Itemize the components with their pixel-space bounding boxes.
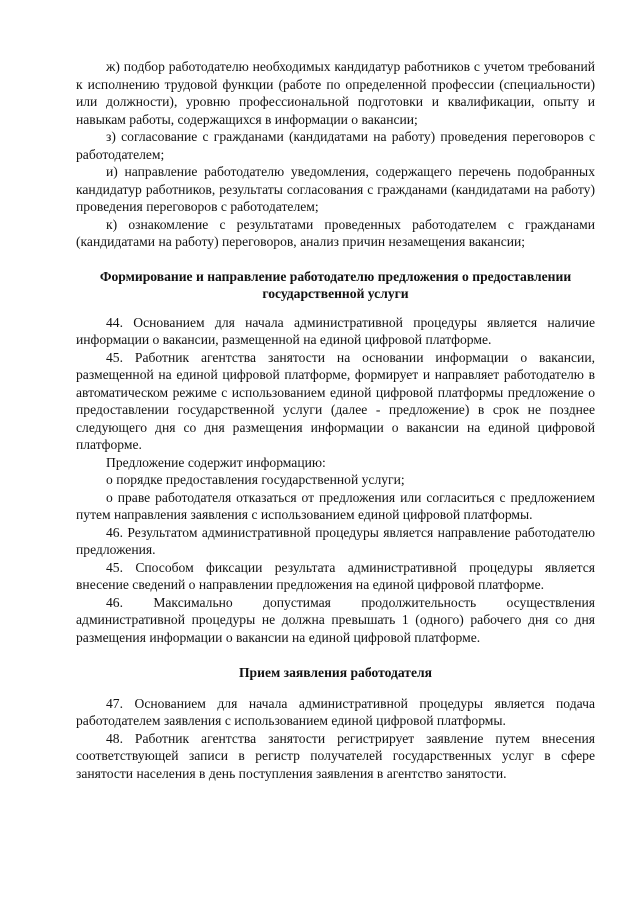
paragraph-i: и) направление работодателю уведомления, содержащего перечень подобранных кандидатур работников, результаты согласования с гражданами (кандидатами на работу) проведения переговоров с работодателем; <box>76 164 595 214</box>
section-heading-proposal: Формирование и направление работодателю предложения о предоставлении государственной услуги <box>99 268 572 301</box>
document-page <box>76 58 595 782</box>
paragraph-44: 44. Основанием для начала административной процедуры является наличие информации о вакансии, размещенной на единой цифровой платформе. <box>76 314 595 347</box>
paragraph-z: з) согласование с гражданами (кандидатами на работу) проведения переговоров с работодателем; <box>76 129 595 162</box>
paragraph-k: к) ознакомление с результатами проведенных работодателем с гражданами (кандидатами на работу) переговоров, анализ причин незамещения вакансии; <box>76 216 595 249</box>
paragraph-45: 45. Работник агентства занятости на основании информации о вакансии, размещенной на единой цифровой платформе, формирует и направляет работодателю в автоматическом режиме с использованием единой цифровой платформы предложение о предоставлении государственной услуги (далее - предложение) в срок не позднее следующего дня со дня размещения информации о вакансии на единой цифровой платформе. <box>76 349 595 452</box>
paragraph-procedure-order: о порядке предоставления государственной услуги; <box>106 472 405 487</box>
paragraph-47: 47. Основанием для начала административной процедуры является подача работодателем заявления с использованием единой цифровой платформы. <box>76 695 595 728</box>
paragraph-46-duration: 46. Максимально допустимая продолжительность осуществления административной процедуры не должна превышать 1 (одного) рабочего дня со дня размещения информации о вакансии на единой цифровой платформе. <box>76 594 595 645</box>
paragraph-zh: ж) подбор работодателю необходимых кандидатур работников с учетом требований к исполнению трудовой функции (работе по определенной профессии (специальности) или должности), уровню профессиональной подготовки и квалификации, опыту и навыкам работы, содержащихся в информации о вакансии; <box>76 59 595 127</box>
paragraph-48: 48. Работник агентства занятости регистрирует заявление путем внесения соответствующей записи в регистр получателей государственных услуг в сфере занятости населения в день поступления заявления в агентство занятости. <box>76 730 595 781</box>
paragraph-employer-right: о праве работодателя отказаться от предложения или согласиться с предложением путем направления заявления с использованием единой цифровой платформы. <box>76 489 595 522</box>
section-heading-application: Прием заявления работодателя <box>238 665 433 680</box>
paragraph-46-result: 46. Результатом административной процедуры является направление работодателю предложения. <box>76 524 595 557</box>
paragraph-45-fixation: 45. Способом фиксации результата административной процедуры является внесение сведений о направлении предложения на единой цифровой платформе. <box>76 559 595 592</box>
paragraph-proposal-contains: Предложение содержит информацию: <box>106 454 326 470</box>
